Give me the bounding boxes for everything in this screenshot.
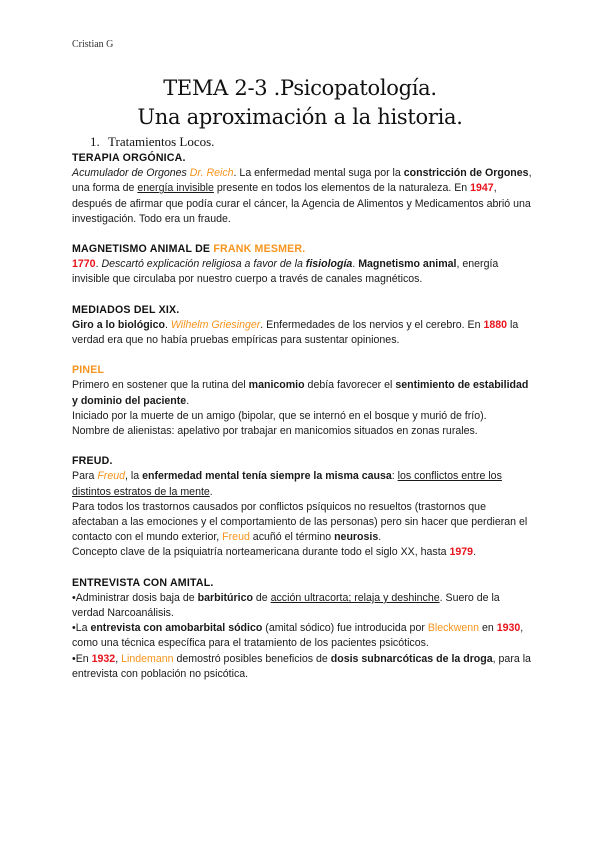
text: , energía invisible que circulaba por nuestro cuerpo a través de canales magnéticos.: [72, 258, 499, 286]
underlined-term: energía invisible: [137, 182, 214, 195]
subheading-pinel: PINEL: [72, 364, 105, 377]
section-orgonica: [72, 151, 532, 227]
bold-term: fisiología: [305, 258, 353, 271]
section-mesmer: [72, 242, 532, 288]
year: 1979: [449, 546, 474, 559]
text: .: [165, 318, 171, 331]
text: demostró posibles beneficios de: [173, 652, 331, 665]
bold-term: barbitúrico: [197, 591, 253, 604]
section-label: Tratamientos Locos.: [108, 134, 215, 149]
person-name: Freud: [222, 531, 250, 544]
text: .: [473, 546, 477, 559]
section-xix: [72, 303, 532, 349]
underlined-term: los conflictos entre los distintos estratos de la mente: [72, 470, 502, 498]
text: (amital sódico) fue introducida por: [262, 622, 428, 635]
paragraph: [72, 166, 532, 227]
year: 1880: [483, 318, 508, 331]
text: . Suero de la verdad Narcoanálisis.: [72, 591, 500, 620]
bold-term: entrevista con amobarbital sódico: [90, 622, 263, 635]
subheading-orgonica: TERAPIA ORGÓNICA.: [72, 152, 186, 164]
paragraph: [72, 545, 532, 560]
text: Para todos los trastornos causados por conflictos psíquicos no resueltos (trastornos que afectaban a las emociones y el comportamiento de las personas) pero sin hacer que perdieran el contacto con el mundo exterior,: [72, 500, 528, 544]
subheading-freud: FREUD.: [72, 455, 113, 468]
text: Primero en sostener que la rutina del: [72, 379, 249, 392]
text: , para la entrevista con población no psicótica.: [72, 652, 531, 680]
person-name: Wilhelm Griesinger: [170, 318, 261, 331]
text: Concepto clave de la psiquiatría norteamericana durante todo el siglo XX, hasta: [72, 546, 450, 559]
bold-term: Giro a lo biológico: [72, 318, 165, 331]
text: . Enfermedades de los nervios y el cerebro. En: [260, 318, 484, 331]
text: , una forma de: [72, 167, 532, 195]
text: .: [95, 258, 102, 271]
text: •La: [72, 622, 91, 635]
section-freud: [72, 454, 532, 560]
title-line-1: TEMA 2-3 .Psicopatología.: [163, 76, 437, 100]
bold-term: manicomio: [248, 379, 305, 392]
page-title: [0, 74, 600, 132]
text: . La enfermedad mental suga por la: [233, 167, 404, 180]
text: .: [209, 485, 213, 498]
paragraph: [72, 469, 532, 499]
subheading-amital: ENTREVISTA CON AMITAL.: [72, 576, 214, 589]
text: la verdad era que no había pruebas empíricas para sustentar opiniones.: [72, 318, 519, 347]
bold-term: constricción de Orgones: [403, 167, 529, 180]
text: Acumulador de Orgones: [72, 167, 190, 180]
text: MAGNETISMO ANIMAL DE: [72, 243, 214, 256]
text: •En: [72, 652, 92, 665]
year: 1770: [72, 258, 96, 271]
subheading-xix: MEDIADOS DEL XIX.: [72, 303, 180, 316]
bold-term: Magnetismo animal: [358, 258, 457, 271]
text: Para: [72, 470, 98, 483]
text: debía favorecer el: [304, 379, 396, 392]
text: acuñó el término: [249, 531, 335, 544]
person-name: Lindemann: [121, 652, 174, 665]
text: .: [186, 394, 190, 407]
bold-term: neurosis: [334, 531, 379, 544]
year: 1932: [91, 652, 116, 665]
section-heading: [90, 134, 214, 150]
text: en: [479, 622, 497, 635]
text: , después de afirmar que podía curar el cáncer, la Agencia de Alimentos y Medicamentos abrió una investigación. Todo era un fraude.: [72, 182, 531, 225]
bold-term: enfermedad mental tenía siempre la misma causa: [142, 470, 392, 483]
bullet-item: [72, 621, 532, 651]
author-name: Cristian G: [72, 39, 114, 50]
paragraph: Nombre de alienistas: apelativo por trabajar en manicomios situados en zonas rurales.: [72, 425, 478, 438]
section-number: 1.: [90, 134, 100, 149]
text: de: [252, 591, 271, 604]
text: Descartó explicación religiosa a favor de la: [101, 258, 306, 271]
text: •Administrar dosis baja de: [72, 591, 198, 604]
bold-term: sentimiento de estabilidad y dominio del paciente: [72, 379, 529, 407]
bullet-item: [72, 591, 532, 621]
document-body: [72, 151, 532, 697]
paragraph: [72, 500, 532, 546]
text: ,: [115, 652, 122, 665]
person-name: Bleckwenn: [427, 622, 480, 635]
text: , la: [125, 470, 143, 483]
text: .: [378, 531, 382, 544]
text: .: [352, 258, 359, 271]
text: :: [391, 470, 398, 483]
underlined-term: acción ultracorta; relaja y deshinche: [270, 591, 440, 604]
person-name: Freud: [97, 470, 126, 483]
section-amital: [72, 576, 532, 682]
title-line-2: Una aproximación a la historia.: [137, 105, 463, 129]
text: , como una técnica específica para el tratamiento de los pacientes psicóticos.: [72, 622, 524, 650]
paragraph: Iniciado por la muerte de un amigo (bipolar, que se internó en el bosque y murió de frío).: [72, 409, 487, 422]
text: presente en todos los elementos de la naturaleza. En: [213, 182, 471, 195]
year: 1930: [496, 622, 521, 635]
subheading-mesmer: [72, 242, 532, 257]
paragraph: [72, 257, 532, 287]
bold-term: dosis subnarcóticas de la droga: [330, 652, 493, 665]
bullet-item: [72, 652, 532, 682]
section-pinel: [72, 363, 532, 439]
person-name: FRANK MESMER.: [213, 243, 306, 256]
year: 1947: [470, 182, 494, 195]
person-name: Dr. Reich: [189, 167, 234, 180]
paragraph: [72, 318, 532, 348]
paragraph: [72, 378, 532, 408]
